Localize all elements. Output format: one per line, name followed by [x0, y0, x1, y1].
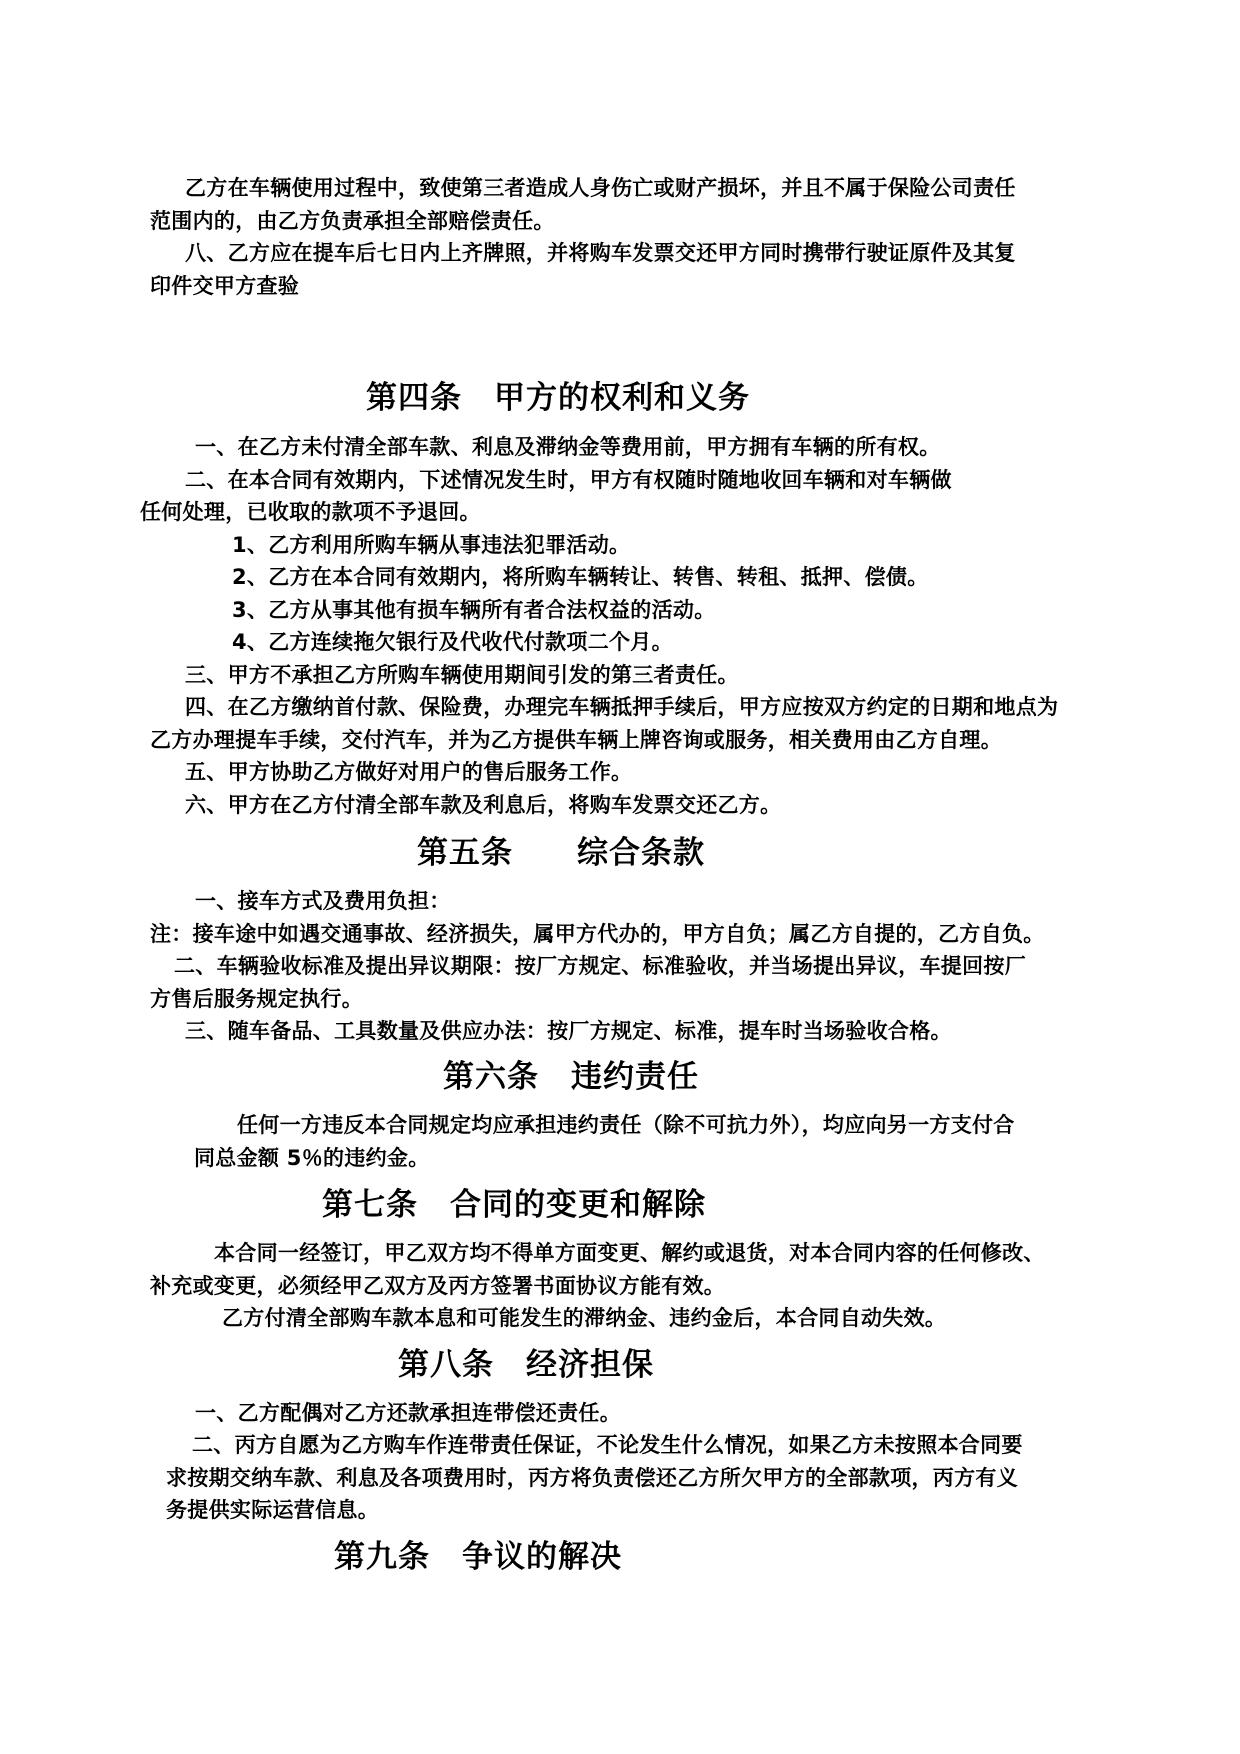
- section8-heading: 第八条 经济担保: [398, 1347, 654, 1383]
- section9-heading: 第九条 争议的解决: [334, 1539, 622, 1575]
- section8-item-2-line: 务提供实际运营信息。: [166, 1498, 379, 1522]
- section8-item-2-line: 求按期交纳车款、利息及各项费用时，丙方将负责偿还乙方所欠甲方的全部款项，丙方有义: [166, 1466, 1018, 1490]
- section5-item-1: 一、接车方式及费用负担：: [195, 889, 451, 913]
- section8-item-1: 一、乙方配偶对乙方还款承担连带偿还责任。: [195, 1401, 621, 1425]
- section3-paragraph-line: 范围内的，由乙方负责承担全部赔偿责任。: [150, 209, 555, 233]
- section8-item-2-line: 二、丙方自愿为乙方购车作连带责任保证，不论发生什么情况，如果乙方未按照本合同要: [192, 1433, 1023, 1457]
- section7-paragraph-line: 本合同一经签订，甲乙双方均不得单方面变更、解约或退货，对本合同内容的任何修改、: [214, 1241, 1045, 1265]
- section4-subitem-3: 3、乙方从事其他有损车辆所有者合法权益的活动。: [232, 598, 716, 622]
- section7-paragraph-2: 乙方付清全部购车款本息和可能发生的滞纳金、违约金后，本合同自动失效。: [222, 1306, 947, 1330]
- section4-item-4-line: 乙方办理提车手续，交付汽车，并为乙方提供车辆上牌咨询或服务，相关费用由乙方自理。: [150, 728, 1002, 752]
- section5-note: 注：接车途中如遇交通事故、经济损失，属甲方代办的，甲方自负；属乙方自提的，乙方自负。: [150, 922, 1045, 946]
- section6-paragraph-line: 任何一方违反本合同规定均应承担违约责任（除不可抗力外），均应向另一方支付合: [237, 1113, 1015, 1137]
- section4-item-5: 五、甲方协助乙方做好对用户的售后服务工作。: [185, 760, 633, 784]
- section4-item-3: 三、甲方不承担乙方所购车辆使用期间引发的第三者责任。: [185, 663, 739, 687]
- section7-heading: 第七条 合同的变更和解除: [322, 1187, 706, 1223]
- section5-heading: 第五条 综合条款: [417, 835, 705, 871]
- section5-item-2-line: 方售后服务规定执行。: [150, 987, 363, 1011]
- section4-subitem-4: 4、乙方连续拖欠银行及代收代付款项二个月。: [232, 630, 673, 654]
- section6-heading: 第六条 违约责任: [443, 1059, 699, 1095]
- section4-item-2-line: 任何处理，已收取的款项不予退回。: [140, 500, 481, 524]
- section4-item-6: 六、甲方在乙方付清全部车款及利息后，将购车发票交还乙方。: [185, 793, 782, 817]
- section3-item-8-line: 八、乙方应在提车后七日内上齐牌照，并将购车发票交还甲方同时携带行驶证原件及其复: [185, 241, 1016, 265]
- section6-paragraph-line: 同总金额 5％的违约金。: [194, 1146, 430, 1170]
- section3-item-8-line: 印件交甲方查验: [150, 274, 300, 298]
- section5-item-3: 三、随车备品、工具数量及供应办法：按厂方规定、标准，提车时当场验收合格。: [185, 1019, 952, 1043]
- section3-paragraph-line: 乙方在车辆使用过程中，致使第三者造成人身伤亡或财产损坏，并且不属于保险公司责任: [185, 176, 1016, 200]
- section4-item-2-line: 二、在本合同有效期内，下述情况发生时，甲方有权随时随地收回车辆和对车辆做: [185, 468, 952, 492]
- section4-heading: 第四条 甲方的权利和义务: [366, 380, 750, 416]
- section7-paragraph-line: 补充或变更，必须经甲乙双方及丙方签署书面协议方能有效。: [150, 1274, 726, 1298]
- section4-item-1: 一、在乙方未付清全部车款、利息及滞纳金等费用前，甲方拥有车辆的所有权。: [195, 435, 941, 459]
- section4-subitem-1: 1、乙方利用所购车辆从事违法犯罪活动。: [232, 533, 631, 557]
- section4-item-4-line: 四、在乙方缴纳首付款、保险费，办理完车辆抵押手续后，甲方应按双方约定的日期和地点为: [185, 695, 1059, 719]
- section5-item-2-line: 二、车辆验收标准及提出异议期限：按厂方规定、标准验收，并当场提出异议，车提回按厂: [174, 954, 1026, 978]
- section4-subitem-2: 2、乙方在本合同有效期内，将所购车辆转让、转售、转租、抵押、偿债。: [232, 565, 929, 589]
